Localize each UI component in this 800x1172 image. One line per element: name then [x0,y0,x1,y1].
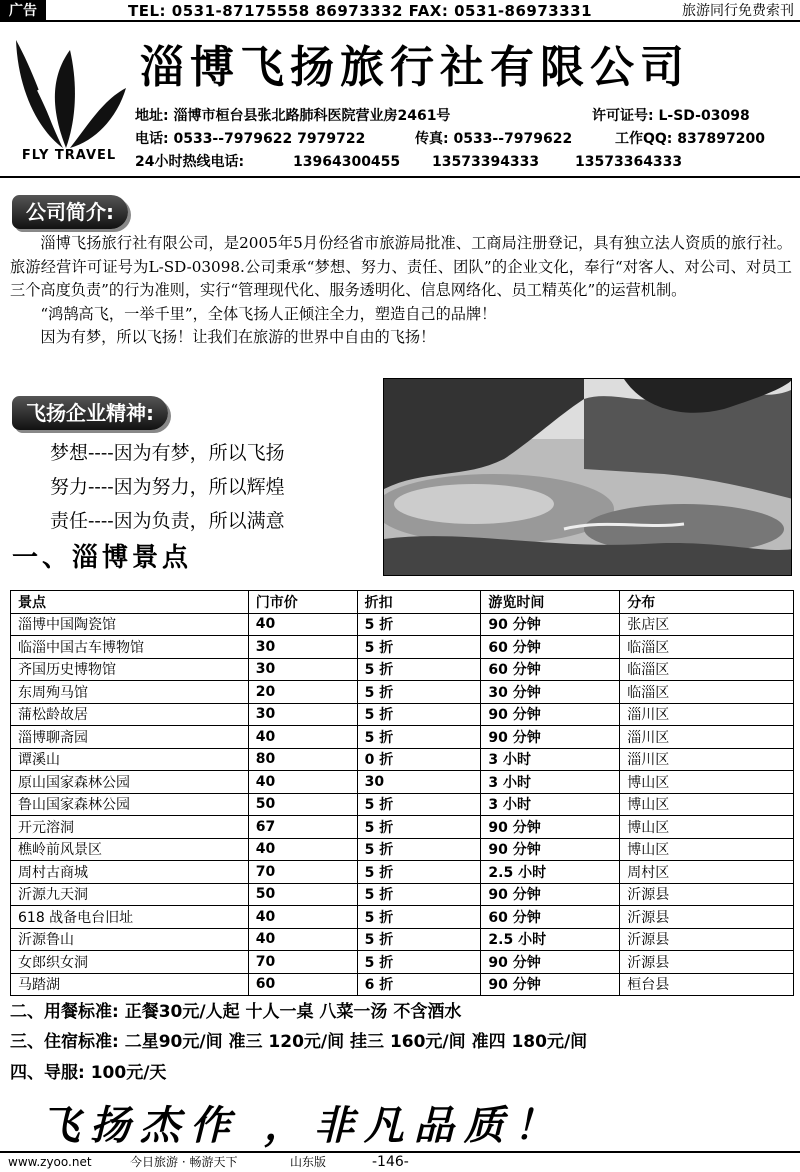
spot-district: 淄川区 [620,748,794,771]
spot-name: 东周殉马馆 [11,681,249,704]
spot-district: 博山区 [620,838,794,861]
page-number: -146- [372,1154,409,1170]
table-row [11,883,794,906]
table-row [11,748,794,771]
spot-discount: 5 折 [357,726,481,749]
spot-duration: 90 分钟 [481,838,620,861]
spot-duration: 3 小时 [481,793,620,816]
spot-discount: 5 折 [357,636,481,659]
intro-paragraph-1: 淄博飞扬旅行社有限公司，是2005年5月份经省市旅游局批准、工商局注册登记，具有独立法人资质的旅行社。旅游经营许可证号为L-SD-03098.公司秉承“梦想、努力、责任、团队”的企业文化，奉行“对客人、对公司、对员工三个高度负责”的行为准则，实行“管理现代化、服务透明化、信息网络化、员工精英化”的运营机制。 [10,234,792,299]
spot-discount: 5 折 [357,906,481,929]
intro-badge: 公司简介: [12,195,128,229]
spot-name: 淄博聊斋园 [11,726,249,749]
hotline-2: 13573394333 [432,154,540,170]
spot-duration: 90 分钟 [481,816,620,839]
spot-duration: 90 分钟 [481,726,620,749]
spot-district: 临淄区 [620,681,794,704]
footer-site: www.zyoo.net [8,1155,92,1169]
spot-duration: 2.5 小时 [481,861,620,884]
spot-district: 临淄区 [620,636,794,659]
spot-district: 淄川区 [620,703,794,726]
spot-discount: 6 折 [357,973,481,996]
table-header-row [11,591,794,614]
table-row [11,793,794,816]
spot-name: 开元溶洞 [11,816,249,839]
table-row [11,703,794,726]
spot-price: 50 [248,883,357,906]
spot-discount: 5 折 [357,861,481,884]
spot-name: 樵岭前风景区 [11,838,249,861]
spot-name: 马踏湖 [11,973,249,996]
spot-district: 临淄区 [620,658,794,681]
spot-name: 沂源鲁山 [11,928,249,951]
spot-name: 临淄中国古车博物馆 [11,636,249,659]
table-row [11,771,794,794]
spot-price: 30 [248,636,357,659]
table-row [11,928,794,951]
spot-district: 张店区 [620,613,794,636]
lodging-standard: 三、住宿标准: 二星90元/间 准三 120元/间 挂三 160元/间 准四 180元/间 [10,1032,588,1052]
spot-price: 40 [248,726,357,749]
footer-tagline: 今日旅游 · 畅游天下 [130,1155,238,1169]
slogan: 飞扬杰作 ，非凡品质！ [40,1102,564,1149]
hotline-label: 24小时热线电话: [135,154,245,170]
spot-duration: 60 分钟 [481,658,620,681]
spot-name: 鲁山国家森林公园 [11,793,249,816]
spot-price: 40 [248,906,357,929]
spot-district: 博山区 [620,771,794,794]
spot-district: 桓台县 [620,973,794,996]
spot-district: 博山区 [620,816,794,839]
spot-price: 40 [248,838,357,861]
top-contact: TEL: 0531-87175558 86973332 FAX: 0531-86973331 [128,2,593,20]
spot-price: 20 [248,681,357,704]
spot-discount: 0 折 [357,748,481,771]
spot-price: 80 [248,748,357,771]
spot-discount: 5 折 [357,681,481,704]
header-duration: 游览时间 [481,591,620,614]
spot-district: 周村区 [620,861,794,884]
spot-discount: 5 折 [357,703,481,726]
table-row [11,861,794,884]
top-right-text: 旅游同行免费索刊 [682,3,794,19]
work-qq: 工作QQ: 837897200 [615,131,765,147]
company-intro [10,232,792,350]
spot-price: 70 [248,861,357,884]
section-title: 一、淄博景点 [12,543,193,573]
hotline-1: 13964300455 [293,154,401,170]
license-number: 许可证号: L-SD-03098 [592,108,750,124]
fax: 传真: 0533--7979622 [415,131,573,147]
spot-discount: 5 折 [357,816,481,839]
meal-standard: 二、用餐标准: 正餐30元/人起 十人一桌 八菜一汤 不含酒水 [10,1002,462,1022]
spot-discount: 5 折 [357,838,481,861]
spot-name: 女郎织女洞 [11,951,249,974]
header-divider [0,176,800,178]
table-row [11,838,794,861]
company-name: 淄博飞扬旅行社有限公司 [140,42,690,93]
spot-district: 淄川区 [620,726,794,749]
table-row [11,906,794,929]
spot-discount: 5 折 [357,793,481,816]
spot-duration: 30 分钟 [481,681,620,704]
ad-tag: 广告 [0,0,46,22]
spot-district: 沂源县 [620,951,794,974]
guide-fee: 四、导服: 100元/天 [10,1063,167,1083]
spot-price: 30 [248,703,357,726]
spot-discount: 5 折 [357,951,481,974]
spot-price: 67 [248,816,357,839]
footer-edition: 山东版 [290,1155,327,1169]
table-row [11,636,794,659]
company-logo [8,30,130,170]
spot-price: 70 [248,951,357,974]
attractions-table [10,590,794,996]
intro-paragraph-3: 因为有梦，所以飞扬！让我们在旅游的世界中自由的飞扬！ [40,328,436,346]
spirit-line-1: 梦想----因为有梦，所以飞扬 [50,442,285,464]
table-row [11,951,794,974]
spot-price: 50 [248,793,357,816]
footer [0,1151,800,1172]
spot-district: 沂源县 [620,883,794,906]
spot-discount: 5 折 [357,658,481,681]
spirit-badge: 飞扬企业精神: [12,396,168,430]
spot-discount: 30 [357,771,481,794]
header-discount: 折扣 [357,591,481,614]
table-row [11,681,794,704]
spot-duration: 90 分钟 [481,883,620,906]
spot-name: 齐国历史博物馆 [11,658,249,681]
spirit-line-2: 努力----因为努力，所以辉煌 [50,476,285,498]
landscape-photo [383,378,792,576]
spot-duration: 90 分钟 [481,951,620,974]
spot-duration: 60 分钟 [481,636,620,659]
spot-name: 618 战备电台旧址 [11,906,249,929]
table-row [11,613,794,636]
spot-district: 博山区 [620,793,794,816]
spot-price: 60 [248,973,357,996]
spot-price: 40 [248,928,357,951]
spot-price: 40 [248,771,357,794]
table-row [11,658,794,681]
spot-district: 沂源县 [620,906,794,929]
table-row [11,973,794,996]
spirit-line-3: 责任----因为负责，所以满意 [50,510,285,532]
spot-duration: 90 分钟 [481,703,620,726]
logo-text: FLY TRAVEL [21,148,117,163]
spot-duration: 90 分钟 [481,973,620,996]
spot-name: 谭溪山 [11,748,249,771]
intro-paragraph-2: “鸿鹄高飞，一举千里”，全体飞扬人正倾注全力，塑造自己的品牌！ [40,304,497,323]
spot-discount: 5 折 [357,613,481,636]
spot-name: 周村古商城 [11,861,249,884]
spot-duration: 3 小时 [481,748,620,771]
spot-discount: 5 折 [357,883,481,906]
table-row [11,816,794,839]
spot-discount: 5 折 [357,928,481,951]
spot-name: 淄博中国陶瓷馆 [11,613,249,636]
header-spot: 景点 [11,591,249,614]
spot-price: 40 [248,613,357,636]
spot-duration: 60 分钟 [481,906,620,929]
header-district: 分布 [620,591,794,614]
spot-duration: 2.5 小时 [481,928,620,951]
header-price: 门市价 [248,591,357,614]
phone: 电话: 0533--7979622 7979722 [135,131,366,147]
spot-name: 原山国家森林公园 [11,771,249,794]
top-bar [0,0,800,22]
spot-name: 蒲松龄故居 [11,703,249,726]
table-body [11,613,794,996]
address: 地址: 淄博市桓台县张北路肺科医院营业房2461号 [135,108,451,124]
spot-duration: 3 小时 [481,771,620,794]
spot-price: 30 [248,658,357,681]
table-row [11,726,794,749]
spot-duration: 90 分钟 [481,613,620,636]
spot-district: 沂源县 [620,928,794,951]
spot-name: 沂源九天洞 [11,883,249,906]
hotline-3: 13573364333 [575,154,683,170]
